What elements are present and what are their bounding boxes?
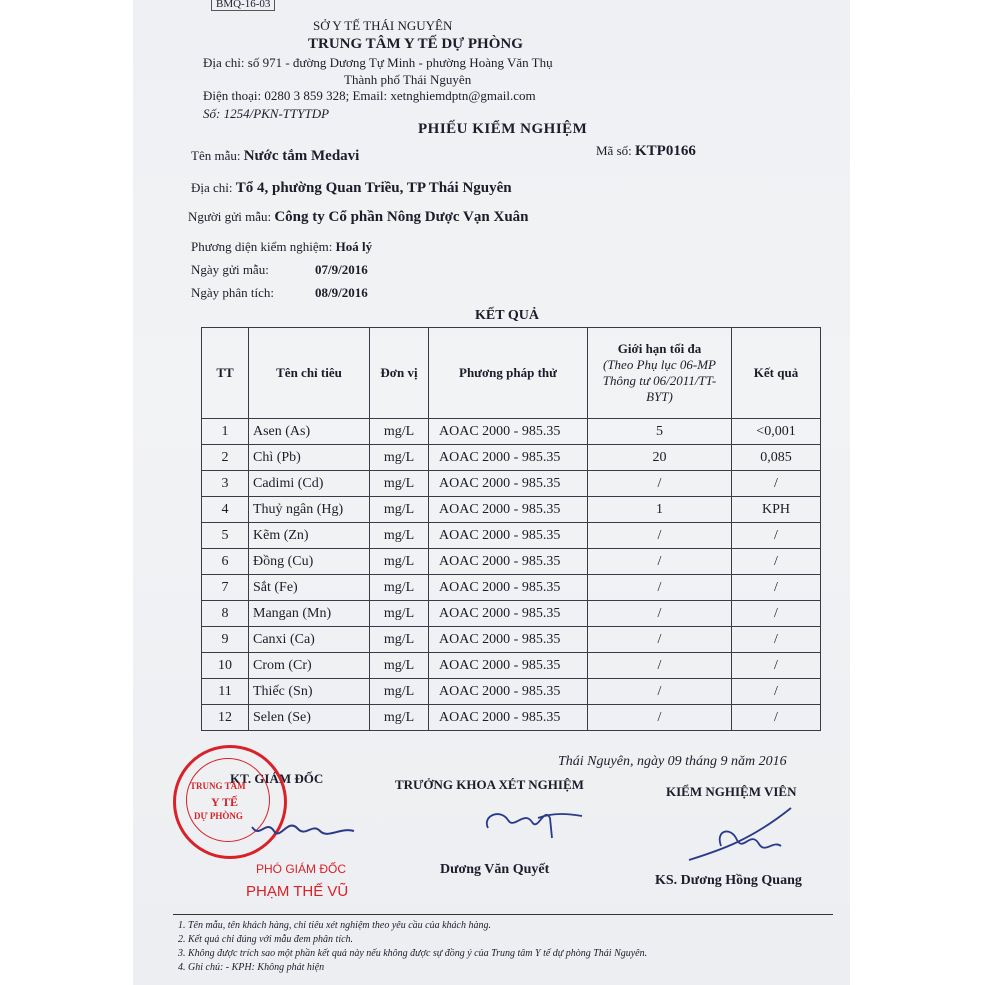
table-row xyxy=(202,445,821,471)
row-tt: 8 xyxy=(202,601,249,627)
analysis-date-label: Ngày phân tích: xyxy=(191,285,275,300)
lab-head-name: Dương Văn Quyết xyxy=(440,862,550,877)
place-date: Thái Nguyên, ngày 09 tháng 9 năm 2016 xyxy=(558,754,787,769)
table-row xyxy=(202,523,821,549)
sample-address-row xyxy=(191,180,512,197)
center-name: TRUNG TÂM Y TẾ DỰ PHÒNG xyxy=(308,36,523,52)
row-indicator: Canxi (Ca) xyxy=(249,627,370,653)
row-limit: / xyxy=(588,705,732,731)
row-indicator: Sắt (Fe) xyxy=(249,575,370,601)
row-tt: 11 xyxy=(202,679,249,705)
row-unit: mg/L xyxy=(370,653,429,679)
sample-code-row xyxy=(596,143,696,160)
row-unit: mg/L xyxy=(370,419,429,445)
row-limit: / xyxy=(588,575,732,601)
row-result: <0,001 xyxy=(732,419,821,445)
aspect-row xyxy=(191,239,372,255)
row-tt: 1 xyxy=(202,419,249,445)
row-method: AOAC 2000 - 985.35 xyxy=(429,445,588,471)
department-name: SỞ Y TẾ THÁI NGUYÊN xyxy=(313,18,453,33)
sample-name-value: Nước tắm Medavi xyxy=(243,148,360,164)
row-limit: / xyxy=(588,523,732,549)
footer-note-3: 3. Không được trích sao một phần kết quả này nếu không được sự đồng ý của Trung tâm Y tế dự phòng Thái Nguyên. xyxy=(178,948,648,959)
row-result: / xyxy=(732,679,821,705)
row-unit: mg/L xyxy=(370,601,429,627)
sample-code-label: Mã số: xyxy=(596,143,632,158)
row-result: 0,085 xyxy=(732,445,821,471)
row-method: AOAC 2000 - 985.35 xyxy=(429,679,588,705)
phone-email: Điện thoại: 0280 3 859 328; Email: xetnghiemdptn@gmail.com xyxy=(203,88,536,103)
row-method: AOAC 2000 - 985.35 xyxy=(429,497,588,523)
col-limit-note: (Theo Phụ lục 06-MP Thông tư 06/2011/TT-BYT) xyxy=(602,357,717,404)
results-table xyxy=(201,327,821,731)
row-indicator: Cadimi (Cd) xyxy=(249,471,370,497)
row-tt: 3 xyxy=(202,471,249,497)
row-indicator: Chì (Pb) xyxy=(249,445,370,471)
row-method: AOAC 2000 - 985.35 xyxy=(429,575,588,601)
document-number: Số: 1254/PKN-TTYTDP xyxy=(203,106,330,121)
address-line-1: Địa chỉ: số 971 - đường Dương Tự Minh - phường Hoàng Văn Thụ xyxy=(203,55,553,70)
row-limit: / xyxy=(588,679,732,705)
stamp-text-1: TRUNG TÂM xyxy=(190,781,246,791)
director-title: KT. GIÁM ĐỐC xyxy=(230,771,324,786)
director-signature xyxy=(248,805,358,845)
footer-note-4: 4. Ghi chú: - KPH: Không phát hiện xyxy=(178,962,325,973)
stamp-text-3: DỰ PHÒNG xyxy=(194,811,243,821)
row-method: AOAC 2000 - 985.35 xyxy=(429,419,588,445)
table-row xyxy=(202,627,821,653)
table-row xyxy=(202,679,821,705)
table-row xyxy=(202,575,821,601)
form-code: BMQ-16-03 xyxy=(211,0,275,11)
table-row xyxy=(202,549,821,575)
row-method: AOAC 2000 - 985.35 xyxy=(429,523,588,549)
col-indicator: Tên chỉ tiêu xyxy=(249,328,370,419)
row-unit: mg/L xyxy=(370,471,429,497)
row-tt: 6 xyxy=(202,549,249,575)
row-indicator: Đồng (Cu) xyxy=(249,549,370,575)
row-unit: mg/L xyxy=(370,549,429,575)
row-unit: mg/L xyxy=(370,679,429,705)
sender-value: Công ty Cổ phần Nông Dược Vạn Xuân xyxy=(274,209,529,225)
row-indicator: Asen (As) xyxy=(249,419,370,445)
sample-name-label: Tên mẫu: xyxy=(191,148,241,163)
col-tt: TT xyxy=(202,328,249,419)
col-method: Phương pháp thử xyxy=(429,328,588,419)
row-method: AOAC 2000 - 985.35 xyxy=(429,471,588,497)
aspect-value: Hoá lý xyxy=(335,239,373,254)
document-page xyxy=(133,0,850,985)
table-row xyxy=(202,497,821,523)
col-result: Kết quả xyxy=(732,328,821,419)
row-unit: mg/L xyxy=(370,627,429,653)
analysis-date-value: 08/9/2016 xyxy=(315,285,368,300)
row-unit: mg/L xyxy=(370,497,429,523)
sent-date-row xyxy=(191,262,269,278)
row-tt: 12 xyxy=(202,705,249,731)
deputy-title: PHÓ GIÁM ĐỐC xyxy=(256,862,347,876)
row-method: AOAC 2000 - 985.35 xyxy=(429,549,588,575)
row-method: AOAC 2000 - 985.35 xyxy=(429,627,588,653)
col-limit-title: Giới hạn tối đa xyxy=(617,341,702,356)
table-row xyxy=(202,705,821,731)
col-limit xyxy=(588,328,732,419)
row-result: KPH xyxy=(732,497,821,523)
row-limit: / xyxy=(588,627,732,653)
address-line-2: Thành phố Thái Nguyên xyxy=(344,72,472,87)
sent-date-value: 07/9/2016 xyxy=(315,262,368,277)
sample-address-value: Tổ 4, phường Quan Triều, TP Thái Nguyên xyxy=(235,180,512,196)
footer-note-2: 2. Kết quả chỉ đúng với mẫu đem phân tích. xyxy=(178,934,354,945)
row-unit: mg/L xyxy=(370,705,429,731)
row-limit: 1 xyxy=(588,497,732,523)
table-row xyxy=(202,471,821,497)
sent-date-label: Ngày gửi mẫu: xyxy=(191,262,269,277)
row-indicator: Crom (Cr) xyxy=(249,653,370,679)
row-limit: / xyxy=(588,653,732,679)
row-result: / xyxy=(732,705,821,731)
sample-code-value: KTP0166 xyxy=(635,143,696,159)
row-limit: 20 xyxy=(588,445,732,471)
table-row xyxy=(202,419,821,445)
row-limit: / xyxy=(588,601,732,627)
row-indicator: Mangan (Mn) xyxy=(249,601,370,627)
row-indicator: Selen (Se) xyxy=(249,705,370,731)
lab-head-title: TRƯỞNG KHOA XÉT NGHIỆM xyxy=(395,777,584,792)
row-limit: / xyxy=(588,549,732,575)
row-limit: 5 xyxy=(588,419,732,445)
col-unit: Đơn vị xyxy=(370,328,429,419)
row-indicator: Thiếc (Sn) xyxy=(249,679,370,705)
analysis-date-row xyxy=(191,285,274,301)
row-tt: 2 xyxy=(202,445,249,471)
row-result: / xyxy=(732,549,821,575)
row-tt: 9 xyxy=(202,627,249,653)
sender-row xyxy=(188,209,529,226)
row-method: AOAC 2000 - 985.35 xyxy=(429,601,588,627)
row-method: AOAC 2000 - 985.35 xyxy=(429,705,588,731)
row-unit: mg/L xyxy=(370,523,429,549)
row-tt: 4 xyxy=(202,497,249,523)
aspect-label: Phương diện kiểm nghiệm: xyxy=(191,239,333,254)
lab-head-signature xyxy=(478,798,588,848)
inspector-title: KIỂM NGHIỆM VIÊN xyxy=(666,784,797,799)
table-header-row xyxy=(202,328,821,419)
inspector-signature xyxy=(681,800,801,870)
stamp-text-2: Y TẾ xyxy=(211,795,239,809)
row-method: AOAC 2000 - 985.35 xyxy=(429,653,588,679)
row-result: / xyxy=(732,601,821,627)
footer-divider xyxy=(173,914,833,915)
row-unit: mg/L xyxy=(370,575,429,601)
row-indicator: Kẽm (Zn) xyxy=(249,523,370,549)
table-row xyxy=(202,653,821,679)
row-tt: 5 xyxy=(202,523,249,549)
row-limit: / xyxy=(588,471,732,497)
inspector-name: KS. Dương Hồng Quang xyxy=(655,873,802,888)
row-result: / xyxy=(732,523,821,549)
sender-label: Người gửi mẫu: xyxy=(188,209,272,224)
sample-name-row xyxy=(191,148,359,165)
deputy-name: PHẠM THẾ VŨ xyxy=(246,883,349,900)
sent-date-value-wrap xyxy=(315,262,368,278)
footer-note-1: 1. Tên mẫu, tên khách hàng, chỉ tiêu xét nghiệm theo yêu cầu của khách hàng. xyxy=(178,920,491,931)
row-indicator: Thuỷ ngân (Hg) xyxy=(249,497,370,523)
row-tt: 10 xyxy=(202,653,249,679)
row-result: / xyxy=(732,471,821,497)
row-result: / xyxy=(732,575,821,601)
row-result: / xyxy=(732,627,821,653)
table-row xyxy=(202,601,821,627)
page-title: PHIẾU KIỂM NGHIỆM xyxy=(418,121,588,137)
row-unit: mg/L xyxy=(370,445,429,471)
results-heading: KẾT QUẢ xyxy=(475,308,539,323)
row-result: / xyxy=(732,653,821,679)
row-tt: 7 xyxy=(202,575,249,601)
sample-address-label: Địa chỉ: xyxy=(191,180,233,195)
analysis-date-value-wrap xyxy=(315,285,368,301)
